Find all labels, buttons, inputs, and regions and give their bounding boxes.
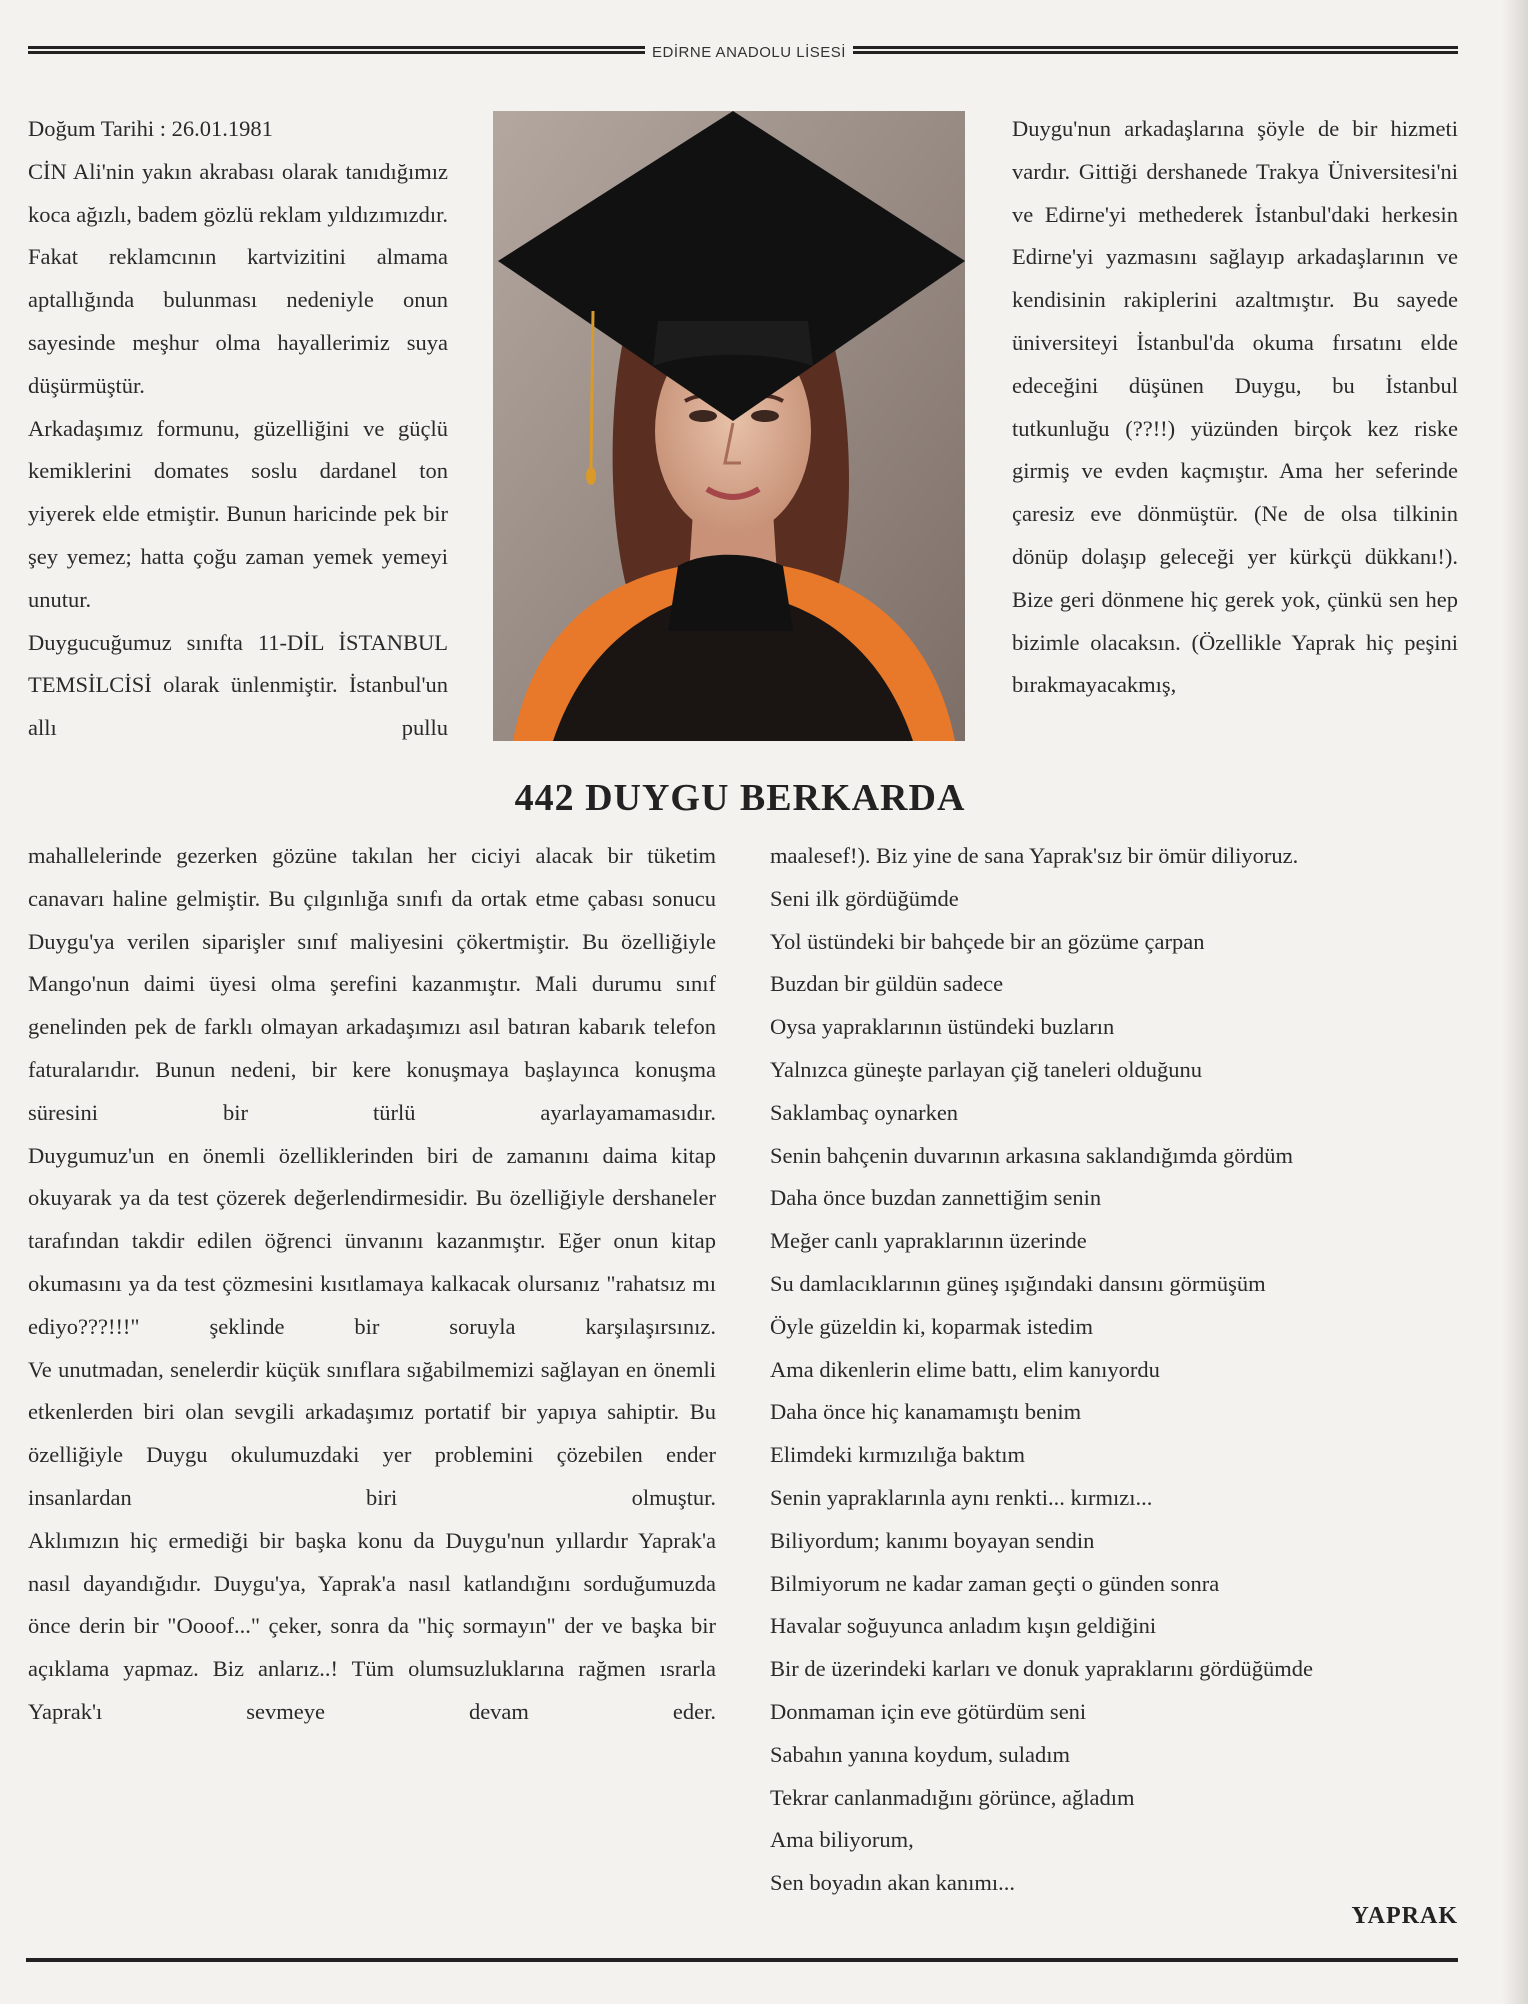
- poem-line: Daha önce hiç kanamamıştı benim: [770, 1399, 1082, 1425]
- paragraph-study: Duygumuz'un en önemli özelliklerinden biri de zamanını daima kitap okuyarak ya da test çözerek değerlendirmesidir. Bu özelliğiyle dershaneler tarafından takdir edilen öğrenci ünvanını kazanmıştır. Eğer onun kitap okumasını ya da test çözmesini kısıtlamaya kalkacak olursanız "rahatsız mı ediyo???!!!" şeklinde bir soruyla karşılaşırsınız.: [28, 1142, 716, 1339]
- poem-line: Oysa yapraklarının üstündeki buzların: [770, 1014, 1115, 1040]
- poem-line: Ama biliyorum,: [770, 1827, 914, 1853]
- signature: YAPRAK: [1351, 1903, 1458, 1929]
- right-column-bottom: [770, 835, 1458, 1905]
- poem-line: Yalnızca güneşte parlayan çiğ taneleri olduğunu: [770, 1056, 1202, 1082]
- paragraph-wish: maalesef!). Biz yine de sana Yaprak'sız bir ömür diliyoruz.: [770, 843, 1299, 868]
- poem-line: Öyle güzeldin ki, koparmak istedim: [770, 1313, 1094, 1339]
- poem-line: Bilmiyorum ne kadar zaman geçti o günden sonra: [770, 1570, 1220, 1596]
- poem-line: Tekrar canlanmadığını görünce, ağladım: [770, 1784, 1135, 1810]
- header-title: EDİRNE ANADOLU LİSESİ: [652, 44, 846, 61]
- left-column-bottom: [28, 835, 716, 1734]
- header-rule-right: [853, 46, 1458, 56]
- poem-line: Ama dikenlerin elime battı, elim kanıyordu: [770, 1356, 1160, 1382]
- poem-line: Elimdeki kırmızılığa baktım: [770, 1442, 1025, 1468]
- poem-line: Yol üstündeki bir bahçede bir an gözüme çarpan: [770, 928, 1205, 954]
- paragraph-dershane: Duygu'nun arkadaşlarına şöyle de bir hizmeti vardır. Gittiği dershanede Trakya Üniversitesi'ni ve Edirne'yi methederek İstanbul'daki herkesin Edirne'yi yazmasını sağlayıp arkadaşlarının ve kendisinin rakiplerini azaltmıştır. Bu sayede üniversiteyi İstanbul'da okuma fırsatını elde edeceğini düşünen Duygu, bu İstanbul tutkunluğu (??!!) yüzünden birçok kez riske girmiş ve evden kaçmıştır. Ama her seferinde çaresiz eve dönmüştür. (Ne de olsa tilkinin dönüp dolaşıp geleceği yer kürkçü dükkanı!).: [1012, 116, 1458, 569]
- poem-line: Donmaman için eve götürdüm seni: [770, 1698, 1087, 1724]
- header-rule-left: [28, 46, 645, 56]
- poem-line: Havalar soğuyunca anladım kışın geldiğini: [770, 1613, 1157, 1639]
- paragraph-portable: Ve unutmadan, senelerdir küçük sınıflara sığabilmemizi sağlayan en önemli etkenlerden biri olan sevgili arkadaşımız portatif bir yapıya sahiptir. Bu özelliğiyle Duygu okulumuzdaki yer problemini çözebilen ender insanlardan biri olmuştur.: [28, 1356, 716, 1510]
- page-edge-shadow: [1502, 0, 1528, 2004]
- poem-line: Sen boyadın akan kanımı...: [770, 1870, 1015, 1896]
- right-column-top: [1012, 108, 1458, 707]
- poem-line: Bir de üzerindeki karları ve donuk yapraklarını gördüğümde: [770, 1656, 1313, 1682]
- graduation-portrait-photo: [493, 111, 965, 741]
- student-name-title: 442 DUYGU BERKARDA: [514, 777, 966, 819]
- poem: [770, 878, 1458, 1905]
- poem-line: Biliyordum; kanımı boyayan sendin: [770, 1527, 1095, 1553]
- paragraph-food: Arkadaşımız formunu, güzelliğini ve güçlü kemiklerini domates soslu dardanel ton yiyerek elde etmiştir. Bunun haricinde pek bir şey yemez; hatta çoğu zaman yemek yemeyi unutur.: [28, 415, 448, 612]
- poem-line: Meğer canlı yapraklarının üzerinde: [770, 1228, 1087, 1254]
- footer-rule: [26, 1958, 1458, 1962]
- paragraph-istanbul: Duygucuğumuz sınıfta 11-DİL İSTANBUL TEMSİLCİSİ olarak ünlenmiştir. İstanbul'un allı pullu: [28, 629, 448, 741]
- poem-line: Buzdan bir güldün sadece: [770, 971, 1004, 997]
- poem-line: Saklambaç oynarken: [770, 1099, 959, 1125]
- poem-line: Sabahın yanına koydum, suladım: [770, 1741, 1070, 1767]
- paragraph-shopping: mahallelerinde gezerken gözüne takılan her ciciyi alacak bir tüketim canavarı haline gelmiştir. Bu çılgınlığa sınıfı da ortak etme çabası sonucu Duygu'ya verilen siparişler sınıf maliyesini çökertmiştir. Bu özelliğiyle Mango'nun daimi üyesi olma şerefini kazanmıştır. Mali durumu sınıf genelinden pek de farklı olmayan arkadaşımızı asıl batıran kabarık telefon faturalarıdır. Bunun nedeni, bir kere konuşmaya başlayınca konuşma süresini bir türlü ayarlayamamasıdır.: [28, 843, 716, 1125]
- poem-line: Su damlacıklarının güneş ışığındaki dansını görmüşüm: [770, 1270, 1266, 1296]
- birth-date: Doğum Tarihi : 26.01.1981: [28, 116, 273, 141]
- paragraph-yaprak: Aklımızın hiç ermediği bir başka konu da Duygu'nun yıllardır Yaprak'a nasıl dayandığıdır. Duygu'ya, Yaprak'a nasıl katlandığını sorduğumuzda önce derin bir "Oooof..." çeker, sonra da "hiç sormayın" der ve başka bir açıklama yapmaz. Biz anlarız..! Tüm olumsuzluklarına rağmen ısrarla Yaprak'ı sevmeye devam eder.: [28, 1527, 716, 1724]
- poem-line: Daha önce buzdan zannettiğim senin: [770, 1185, 1102, 1211]
- paragraph-farewell: Bize geri dönmene hiç gerek yok, çünkü sen hep bizimle olacaksın. (Özellikle Yaprak hiç peşini bırakmayacakmış,: [1012, 586, 1458, 698]
- poem-line: Seni ilk gördüğümde: [770, 885, 959, 911]
- poem-line: Senin yapraklarınla aynı renkti... kırmızı...: [770, 1484, 1153, 1510]
- left-column-top: [28, 108, 448, 750]
- poem-line: Senin bahçenin duvarının arkasına saklandığımda gördüm: [770, 1142, 1293, 1168]
- paragraph-intro: CİN Ali'nin yakın akrabası olarak tanıdığımız koca ağızlı, badem gözlü reklam yıldızımızdır. Fakat reklamcının kartvizitini almama aptallığında bulunması nedeniyle onun sayesinde meşhur olma hayallerimiz suya düşürmüştür.: [28, 158, 448, 398]
- student-photo: [493, 111, 965, 741]
